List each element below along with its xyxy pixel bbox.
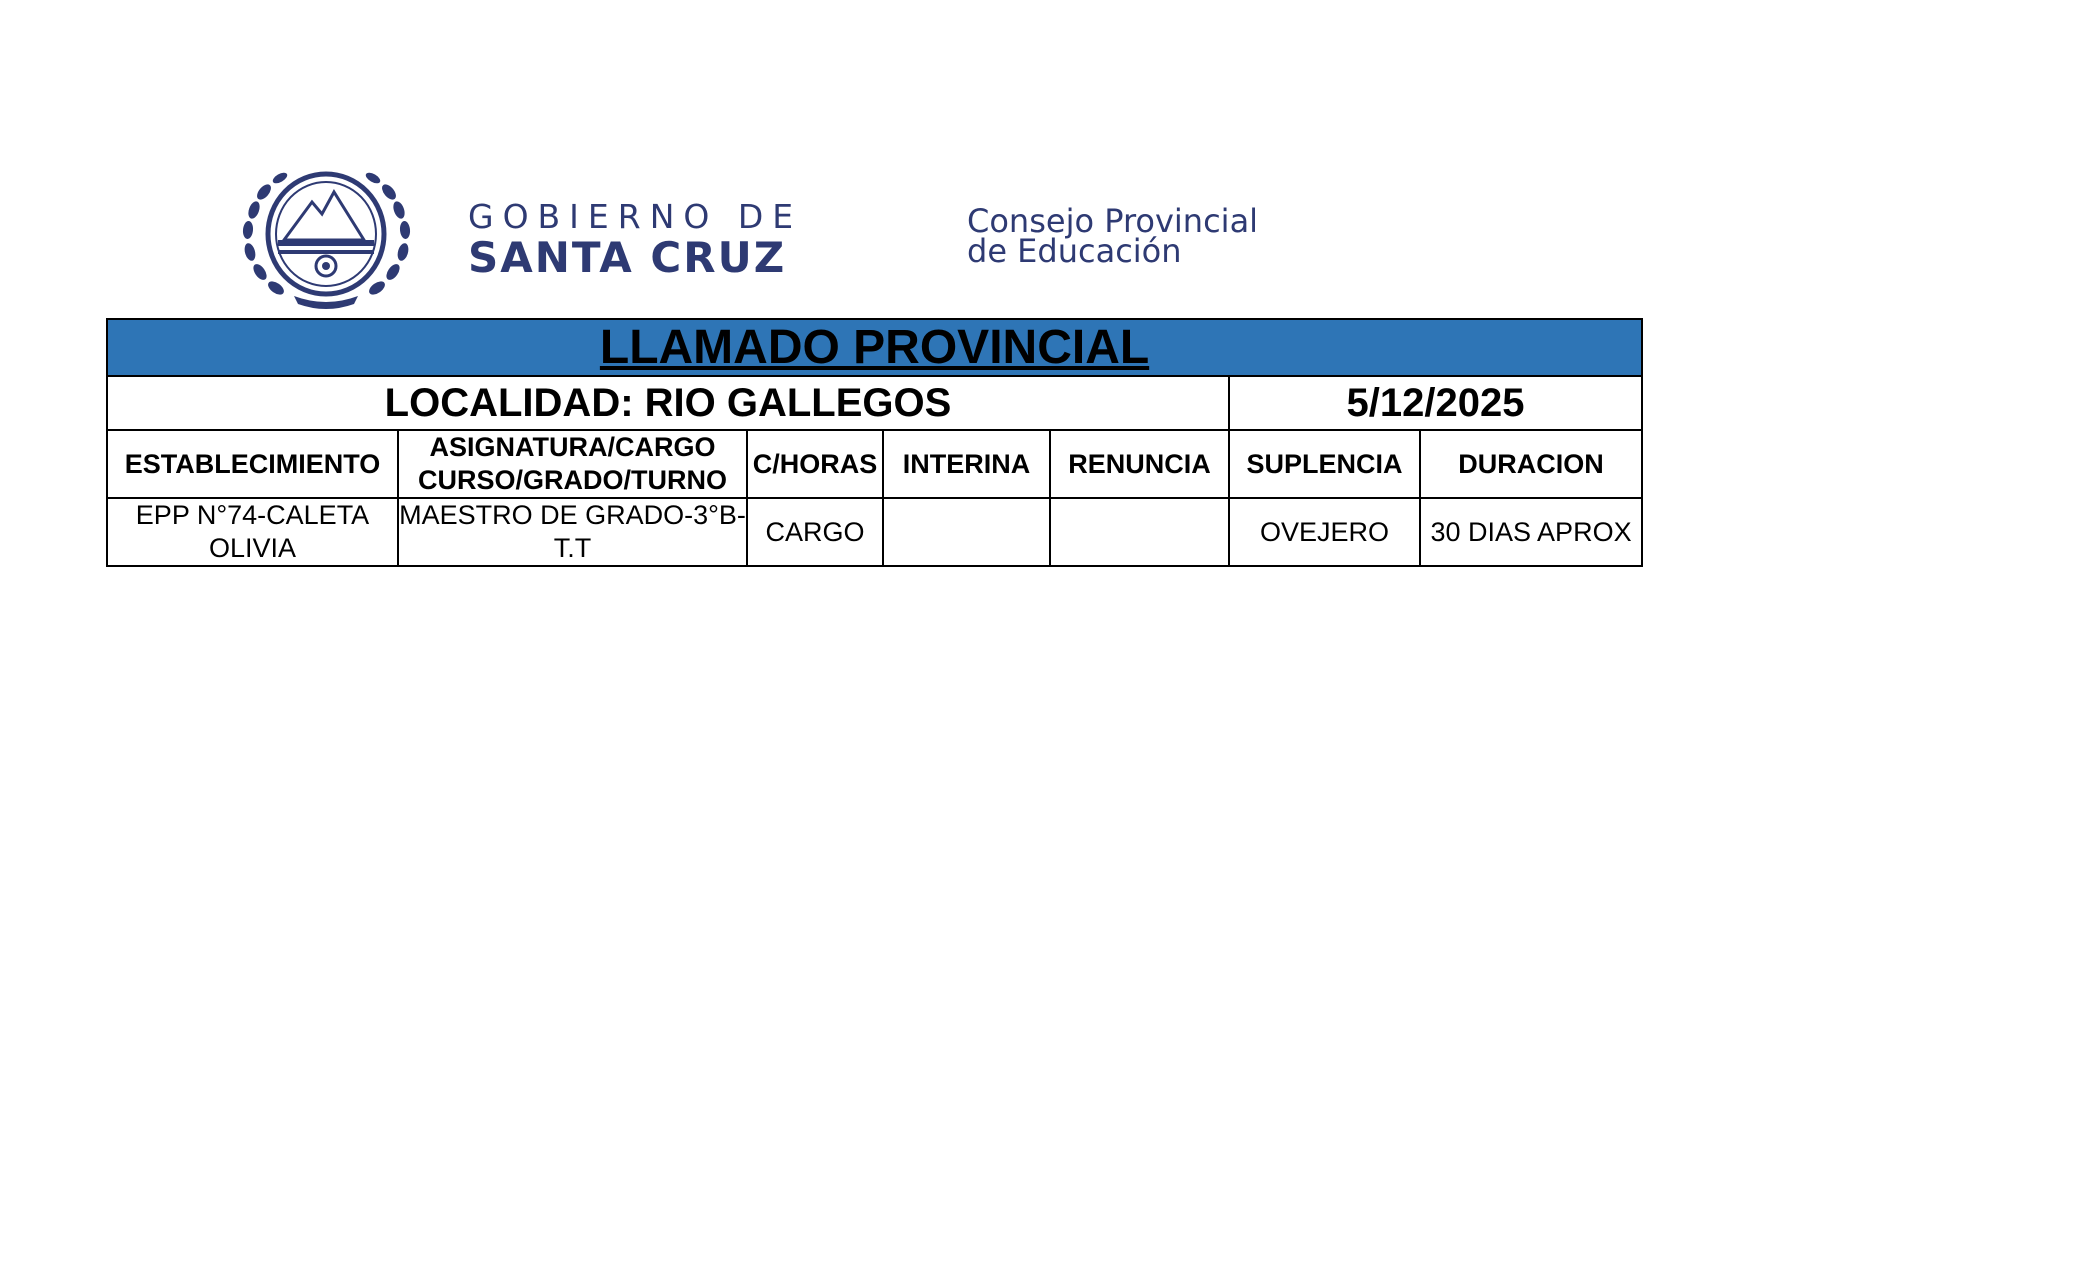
document-date: 5/12/2025: [1229, 376, 1642, 430]
cell-suplencia: OVEJERO: [1229, 498, 1420, 566]
council-logo-line2: de Educación: [967, 232, 1182, 270]
cell-c-horas: CARGO: [747, 498, 883, 566]
column-header-suplencia: SUPLENCIA: [1229, 430, 1420, 498]
consejo-provincial-logo: [967, 202, 1259, 270]
locality-row: [107, 376, 1642, 430]
header-logos: [234, 162, 1384, 312]
cell-duracion: 30 DIAS APROX: [1420, 498, 1642, 566]
table-row: [107, 498, 1642, 566]
cell-establecimiento: EPP N°74-CALETA OLIVIA: [107, 498, 398, 566]
gobierno-santa-cruz-logo: [468, 197, 803, 282]
llamado-table: [106, 318, 1643, 567]
column-header-c-horas: C/HORAS: [747, 430, 883, 498]
locality-label: LOCALIDAD: RIO GALLEGOS: [107, 376, 1229, 430]
document-title: LLAMADO PROVINCIAL: [107, 319, 1642, 376]
council-logo-line1: Consejo Provincial: [967, 202, 1259, 240]
cell-asignatura: MAESTRO DE GRADO-3°B-T.T: [398, 498, 747, 566]
gov-logo-line2: SANTA CRUZ: [468, 233, 787, 282]
column-header-asignatura: ASIGNATURA/CARGO CURSO/GRADO/TURNO: [398, 430, 747, 498]
cell-renuncia: [1050, 498, 1229, 566]
title-row: [107, 319, 1642, 376]
gov-logo-line1: GOBIERNO DE: [468, 197, 803, 236]
column-header-renuncia: RENUNCIA: [1050, 430, 1229, 498]
column-header-establecimiento: ESTABLECIMIENTO: [107, 430, 398, 498]
santa-cruz-coat-of-arms-icon: [234, 162, 419, 312]
column-header-duracion: DURACION: [1420, 430, 1642, 498]
column-header-interina: INTERINA: [883, 430, 1050, 498]
table-header-row: [107, 430, 1642, 498]
cell-interina: [883, 498, 1050, 566]
